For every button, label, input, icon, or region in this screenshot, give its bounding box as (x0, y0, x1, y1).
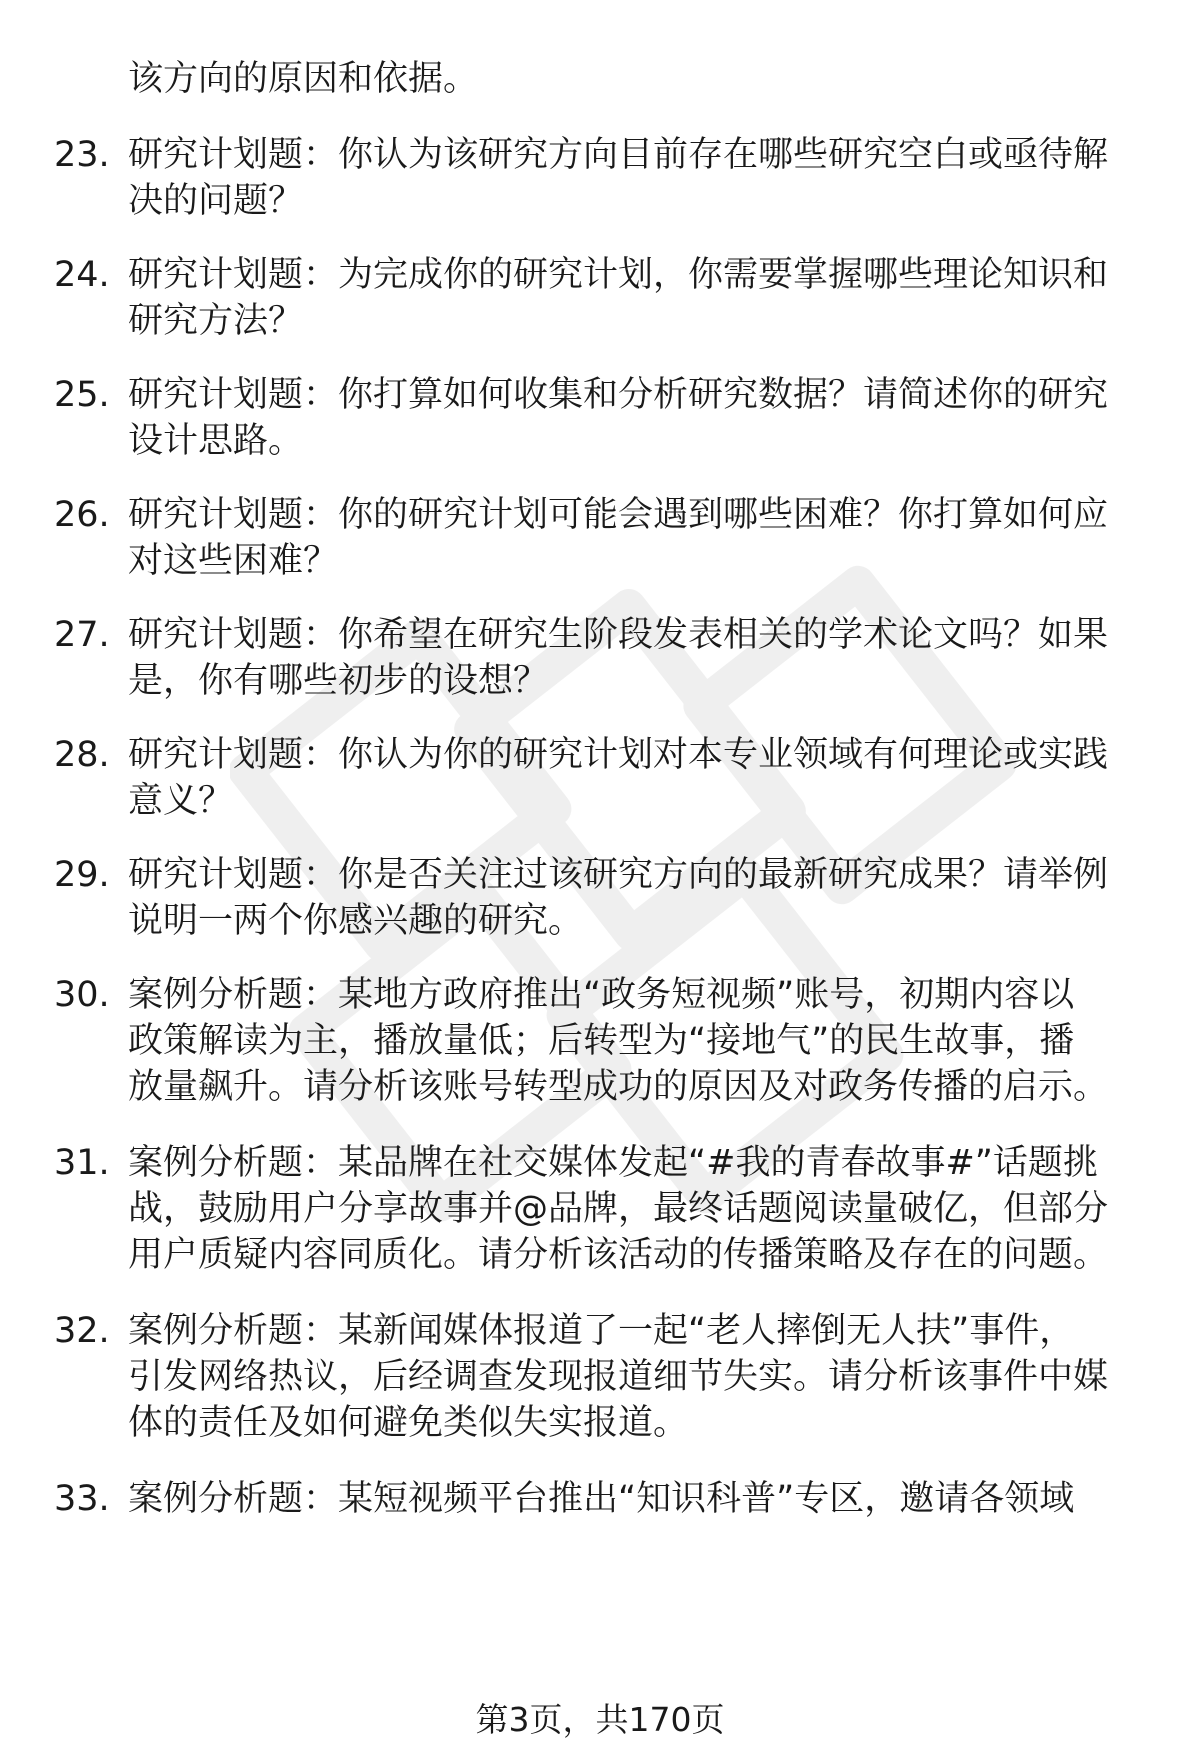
question-number: 27. (54, 615, 110, 655)
question-number: 24. (54, 255, 110, 295)
question-line: 体的责任及如何避免类似失实报道。 (128, 1403, 689, 1443)
question-line: 设计思路。 (128, 421, 304, 461)
continuation-line: 该方向的原因和依据。 (128, 59, 479, 99)
question-text (128, 372, 1158, 464)
question-line: 研究计划题：你的研究计划可能会遇到哪些困难？你打算如何应 (128, 495, 1109, 535)
question-text (128, 132, 1158, 224)
question-text (128, 1140, 1158, 1278)
question-line: 研究计划题：你认为该研究方向目前存在哪些研究空白或亟待解 (128, 135, 1109, 175)
question-text (128, 1476, 1158, 1522)
question-line: 研究计划题：为完成你的研究计划，你需要掌握哪些理论知识和 (128, 255, 1109, 295)
question-line: 研究方法？ (128, 301, 304, 341)
question-text (128, 972, 1158, 1110)
page-number-footer: 第3页，共170页 (475, 1700, 725, 1739)
question-line: 案例分析题：某品牌在社交媒体发起“#我的青春故事#”话题挑 (128, 1143, 1098, 1183)
question-line: 对这些困难？ (128, 541, 339, 581)
question-line: 研究计划题：你是否关注过该研究方向的最新研究成果？请举例 (128, 855, 1109, 895)
question-number: 28. (54, 735, 110, 775)
question-text (128, 492, 1158, 584)
question-number: 33. (54, 1479, 110, 1519)
question-text (128, 852, 1158, 944)
question-line: 用户质疑内容同质化。请分析该活动的传播策略及存在的问题。 (128, 1235, 1109, 1275)
question-number: 26. (54, 495, 110, 535)
question-text (128, 252, 1158, 344)
question-line: 案例分析题：某新闻媒体报道了一起“老人摔倒无人扶”事件， (128, 1311, 1075, 1351)
question-line: 放量飙升。请分析该账号转型成功的原因及对政务传播的启示。 (128, 1067, 1109, 1107)
question-line: 案例分析题：某地方政府推出“政务短视频”账号，初期内容以 (128, 975, 1075, 1015)
question-number: 30. (54, 975, 110, 1015)
question-line: 是，你有哪些初步的设想？ (128, 661, 549, 701)
question-line: 意义？ (128, 781, 234, 821)
question-number: 31. (54, 1143, 110, 1183)
question-line: 说明一两个你感兴趣的研究。 (128, 901, 584, 941)
question-text (128, 732, 1158, 824)
question-number: 23. (54, 135, 110, 175)
question-line: 政策解读为主，播放量低；后转型为“接地气”的民生故事，播 (128, 1021, 1075, 1061)
question-line: 案例分析题：某短视频平台推出“知识科普”专区，邀请各领域 (128, 1479, 1075, 1519)
question-line: 研究计划题：你打算如何收集和分析研究数据？请简述你的研究 (128, 375, 1109, 415)
question-number: 29. (54, 855, 110, 895)
question-line: 战，鼓励用户分享故事并@品牌，最终话题阅读量破亿，但部分 (128, 1189, 1109, 1229)
question-line: 研究计划题：你认为你的研究计划对本专业领域有何理论或实践 (128, 735, 1109, 775)
question-line: 引发网络热议，后经调查发现报道细节失实。请分析该事件中媒 (128, 1357, 1109, 1397)
question-line: 研究计划题：你希望在研究生阶段发表相关的学术论文吗？如果 (128, 615, 1109, 655)
question-number: 25. (54, 375, 110, 415)
question-text (128, 612, 1158, 704)
question-line: 决的问题？ (128, 181, 304, 221)
question-number: 32. (54, 1311, 110, 1351)
question-text (128, 1308, 1158, 1446)
